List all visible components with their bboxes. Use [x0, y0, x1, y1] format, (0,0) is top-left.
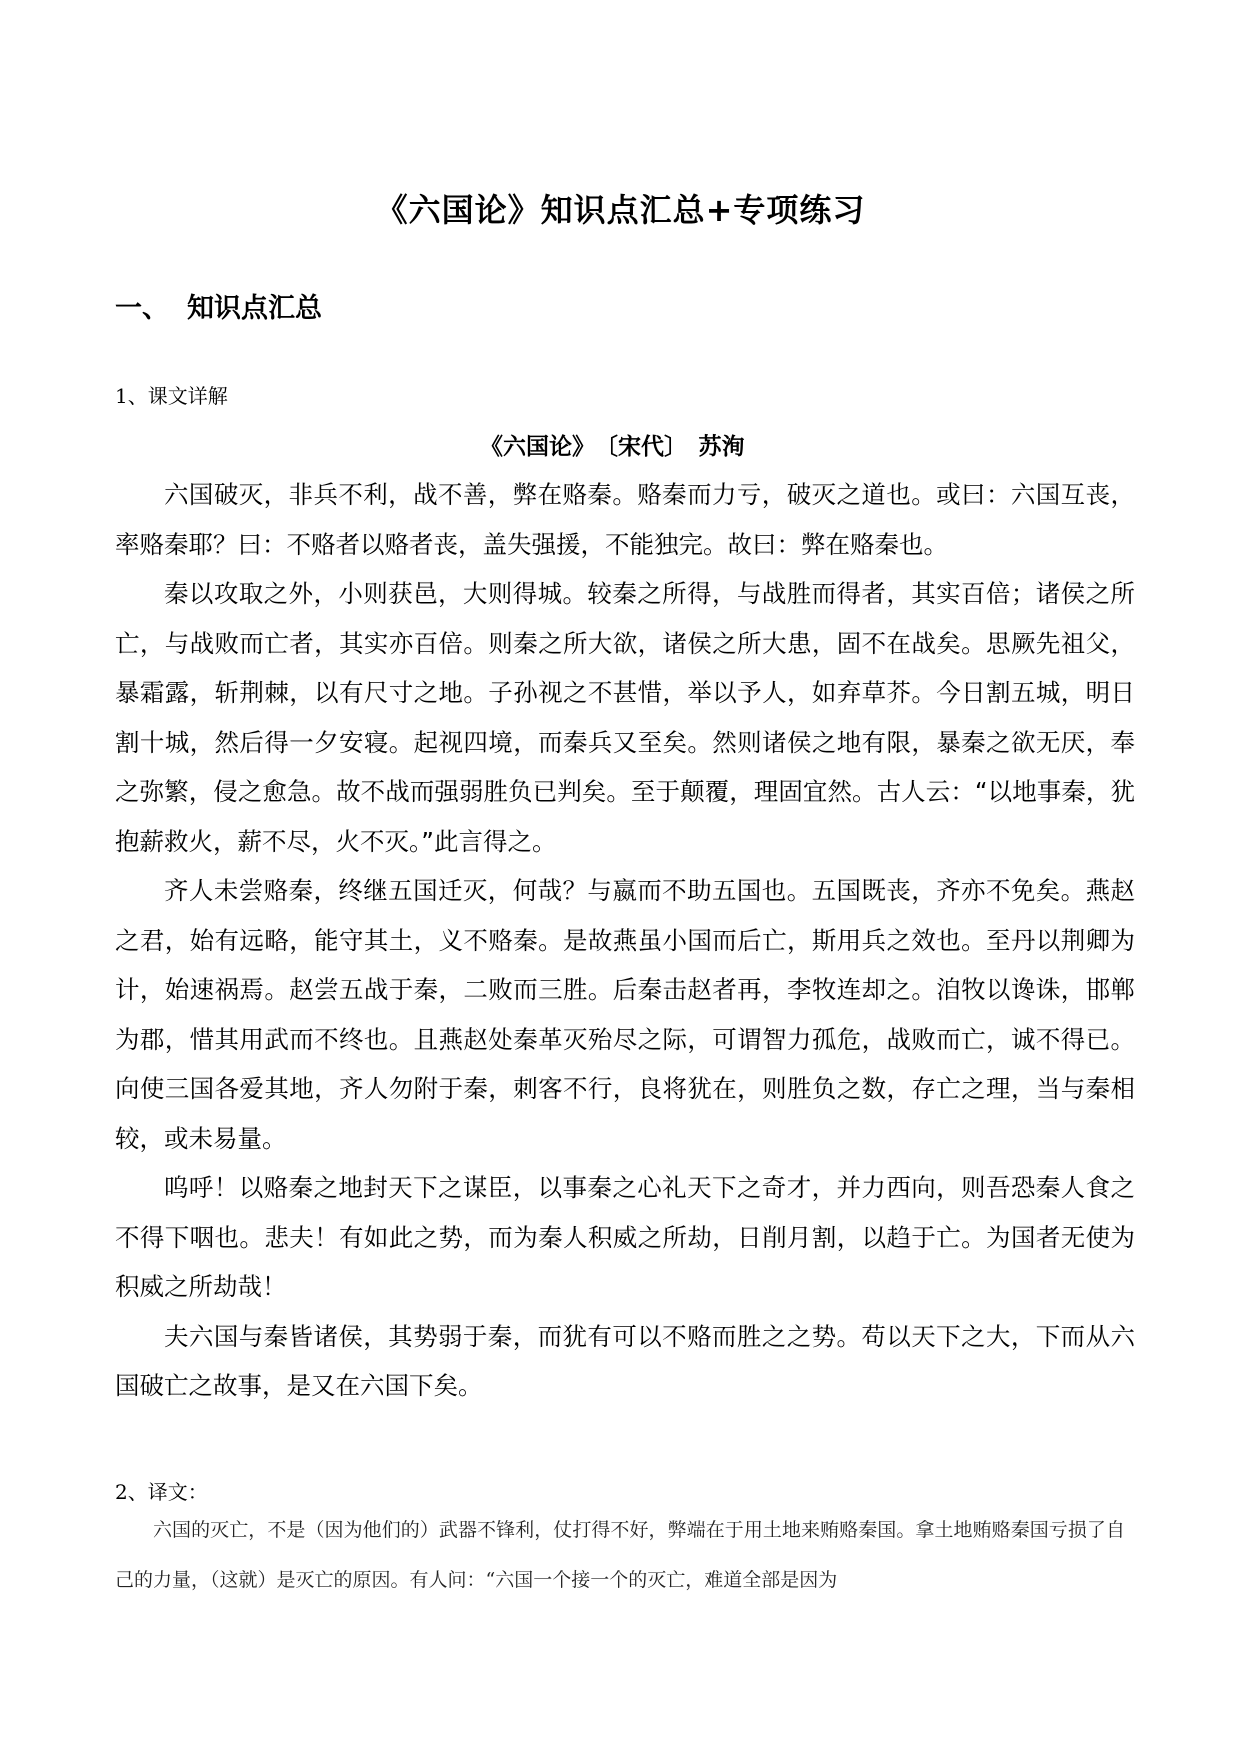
- essay-paragraph: 秦以攻取之外，小则获邑，大则得城。较秦之所得，与战胜而得者，其实百倍；诸侯之所亡，与战败而亡者，其实亦百倍。则秦之所大欲，诸侯之所大患，固不在战矣。思厥先祖父，暴霜露，斩荆棘，以有尺寸之地。子孙视之不甚惜，举以予人，如弃草芥。今日割五城，明日割十城，然后得一夕安寝。起视四境，而秦兵又至矣。然则诸侯之地有限，暴秦之欲无厌，奉之弥繁，侵之愈急。故不战而强弱胜负已判矣。至于颠覆，理固宜然。古人云：“以地事秦，犹抱薪救火，薪不尽，火不灭。”此言得之。: [115, 579, 1135, 856]
- essay-title: 《六国论》 〔宋代〕 苏洵: [480, 434, 745, 460]
- section-heading: [115, 286, 322, 325]
- section-heading-text: 知识点汇总: [187, 293, 322, 324]
- essay-paragraph: 齐人未尝赂秦，终继五国迁灭，何哉？与嬴而不助五国也。五国既丧，齐亦不免矣。燕赵之君，始有远略，能守其土，义不赂秦。是故燕虽小国而后亡，斯用兵之效也。至丹以荆卿为计，始速祸焉。赵尝五战于秦，二败而三胜。后秦击赵者再，李牧连却之。洎牧以谗诛，邯郸为郡，惜其用武而不终也。且燕赵处秦革灭殆尽之际，可谓智力孤危，战败而亡，诚不得已。向使三国各爱其地，齐人勿附于秦，刺客不行，良将犹在，则胜负之数，存亡之理，当与秦相较，或未易量。: [115, 876, 1135, 1153]
- essay-paragraph: 呜呼！以赂秦之地封天下之谋臣，以事秦之心礼天下之奇才，并力西向，则吾恐秦人食之不得下咽也。悲夫！有如此之势，而为秦人积威之所劫，日削月割，以趋于亡。为国者无使为积威之所劫哉！: [115, 1173, 1135, 1301]
- subsection-translation: 2、译文：: [115, 1480, 208, 1504]
- essay-paragraph: 夫六国与秦皆诸侯，其势弱于秦，而犹有可以不赂而胜之之势。苟以天下之大，下而从六国破亡之故事，是又在六国下矣。: [115, 1321, 1135, 1400]
- translation-body: [115, 1505, 1125, 1605]
- essay-paragraph: 六国破灭，非兵不利，战不善，弊在赂秦。赂秦而力亏，破灭之道也。或曰：六国互丧，率赂秦耶？曰：不赂者以赂者丧，盖失强援，不能独完。故曰：弊在赂秦也。: [115, 480, 1135, 559]
- essay-body: [115, 470, 1135, 1411]
- translation-paragraph: 六国的灭亡，不是（因为他们的）武器不锋利，仗打得不好，弊端在于用土地来贿赂秦国。拿土地贿赂秦国亏损了自己的力量，（这就）是灭亡的原因。有人问：“六国一个接一个的灭亡，难道全部是因为: [115, 1519, 1125, 1591]
- subsection-text-explanation: 1、课文详解: [115, 384, 228, 408]
- document-title: 《六国论》知识点汇总+专项练习: [375, 191, 866, 229]
- section-number: 一、: [115, 293, 169, 324]
